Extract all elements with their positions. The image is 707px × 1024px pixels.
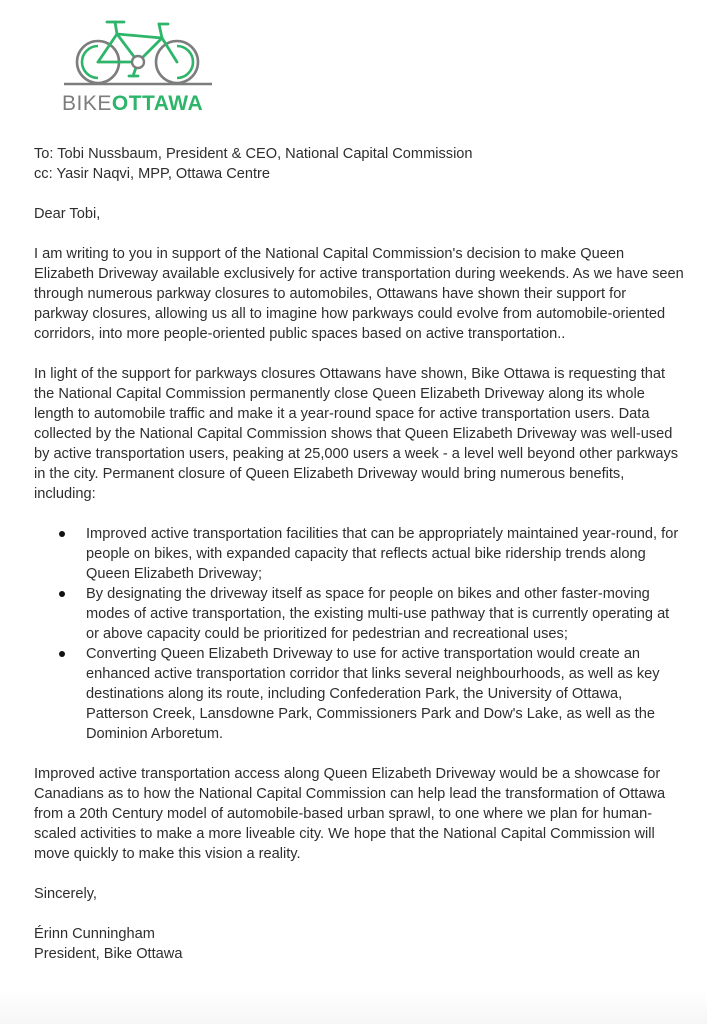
benefit-text: By designating the driveway itself as space for people on bikes and other faster-moving modes of active transportation, the existing multi-use pathway that is currently operating at or above capacity could be prioritized for pedestrian and recreational uses; (86, 586, 670, 642)
paragraph-closing: Improved active transportation access along Queen Elizabeth Driveway would be a showcase for Canadians as to how the National Capital Commission can help lead the transformation of Ottawa from a 20th Century model of automobile-based urban sprawl, to one where we plan for human-scaled activities to make a more liveable city. We hope that the National Capital Commission will move quickly to make this vision a reality. (34, 766, 666, 862)
bullet-icon (59, 531, 65, 537)
signature-title: President, Bike Ottawa (34, 946, 183, 962)
list-item (86, 524, 684, 584)
list-item (86, 644, 684, 744)
bullet-icon (59, 651, 65, 657)
signature-block (34, 924, 684, 964)
paragraph-request: In light of the support for parkways closures Ottawans have shown, Bike Ottawa is requesting that the National Capital Commission permanently close Queen Elizabeth Driveway along its whole length to automobile traffic and make it a year-round space for active transportation users. Data collected by the National Capital Commission shows that Queen Elizabeth Driveway was well-used by active transportation users, peaking at 25,000 users a week - a level well beyond other parkways in the city. Permanent closure of Queen Elizabeth Driveway would bring numerous benefits, including: (34, 366, 679, 502)
paragraph-intro: I am writing to you in support of the National Capital Commission's decision to make Queen Elizabeth Driveway available exclusively for active transportation during weekends. As we have seen through numerous parkway closures to automobiles, Ottawans have shown their support for parkway closures, allowing us all to imagine how parkways could evolve from automobile-oriented corridors, into more people-oriented public spaces based on active transportation.. (34, 246, 684, 342)
bike-ottawa-logo (60, 14, 220, 114)
logo-wordmark (62, 92, 203, 116)
bicycle-icon (60, 14, 220, 94)
letter-body (34, 144, 684, 964)
salutation: Dear Tobi, (34, 206, 101, 222)
signoff: Sincerely, (34, 886, 97, 902)
cc-line: cc: Yasir Naqvi, MPP, Ottawa Centre (34, 166, 271, 182)
logo-text-bike: BIKE (62, 92, 112, 115)
bullet-icon (59, 591, 65, 597)
list-item (86, 584, 684, 644)
benefits-list (34, 524, 684, 744)
logo-text-ottawa: OTTAWA (111, 92, 204, 115)
to-line: To: Tobi Nussbaum, President & CEO, National Capital Commission (34, 146, 473, 162)
benefit-text: Converting Queen Elizabeth Driveway to use for active transportation would create an enhanced active transportation corridor that links several neighbourhoods, as well as key destinations along its route, including Confederation Park, the University of Ottawa, Patterson Creek, Lansdowne Park, Commissioners Park and Dow's Lake, as well as the Dominion Arboretum. (86, 646, 660, 742)
signature-name: Érinn Cunningham (34, 926, 155, 942)
recipient-block (34, 144, 684, 184)
benefit-text: Improved active transportation facilities that can be appropriately maintained year-round, for people on bikes, with expanded capacity that reflects actual bike ridership trends along Queen Elizabeth Driveway; (86, 526, 679, 582)
